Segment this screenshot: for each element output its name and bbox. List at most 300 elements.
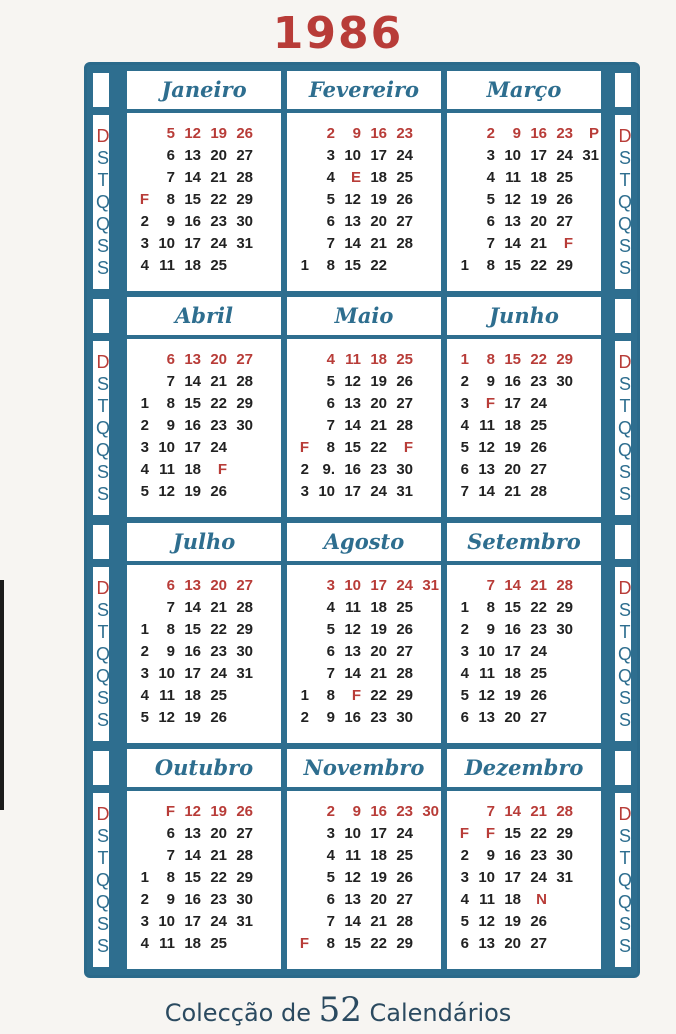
week-row [287,167,441,189]
day-number: 9 [486,621,495,638]
day-number: 23 [530,373,547,390]
weekday-letter: D [96,352,110,372]
day-number: 11 [159,461,175,478]
day-number: 26 [210,709,227,726]
day-number: 6 [166,351,175,368]
day-number: 13 [344,891,361,908]
day-number: 12 [184,125,201,142]
weekday-letter: S [96,710,109,730]
month-days-agosto [287,565,441,743]
weekday-letter: Q [617,666,632,686]
day-number: 7 [486,577,495,594]
day-number: 18 [370,847,387,864]
weekday-letter: S [96,688,109,708]
day-number: 13 [344,643,361,660]
month-name-junho: Junho [447,297,601,335]
day-number: 12 [344,869,361,886]
week-row [447,211,601,233]
day-number: 1 [300,687,309,704]
day-number: 10 [344,577,361,594]
day-number: 4 [140,687,149,704]
weekday-letter: T [97,848,109,868]
day-number: 23 [530,621,547,638]
weekday-letter: T [97,622,109,642]
day-number: 2 [140,417,149,434]
side-head-cell [91,297,111,335]
weekday-letter: S [618,710,631,730]
day-number: 19 [370,191,387,208]
week-row [127,641,281,663]
side-head-cell [613,297,633,335]
day-number: 6 [166,825,175,842]
weekday-letter: S [96,914,109,934]
day-number: 2 [460,621,469,638]
day-number: F [165,803,175,820]
day-number: 5 [460,913,469,930]
month-name-setembro: Setembro [447,523,601,561]
day-number: 27 [530,935,547,952]
week-row [447,349,601,371]
month-days-janeiro [127,113,281,291]
day-number: 6 [326,643,335,660]
weekday-letter: Q [617,192,632,212]
day-number: 6 [326,395,335,412]
day-number: 14 [344,417,361,434]
weekday-letter: D [618,804,632,824]
day-number: 13 [478,709,495,726]
day-number: 4 [326,599,335,616]
week-row [447,481,601,503]
week-row [287,823,441,845]
day-number: 17 [530,147,547,164]
week-row [127,933,281,955]
day-number: 8 [166,869,175,886]
day-number: 7 [326,417,335,434]
day-number: 24 [530,643,547,660]
week-row [447,459,601,481]
day-number: 5 [326,373,335,390]
day-number: 11 [345,847,361,864]
week-row [127,123,281,145]
day-number: 15 [184,395,201,412]
day-number: P [588,125,599,142]
day-number: 1 [460,351,469,368]
week-row [127,145,281,167]
day-number: 8 [166,621,175,638]
month-days-dezembro [447,791,601,969]
day-number: 13 [184,351,201,368]
weekday-letter: Q [617,644,632,664]
day-number: 6 [460,935,469,952]
day-number: 26 [396,621,413,638]
week-row [127,823,281,845]
day-number: 13 [504,213,521,230]
month-days-setembro [447,565,601,743]
day-number: 11 [479,665,495,682]
day-number: 6 [326,891,335,908]
day-number: 27 [396,395,413,412]
week-row [447,437,601,459]
day-number: 4 [460,891,469,908]
day-number: 20 [370,213,387,230]
day-number: 4 [326,847,335,864]
day-number: 28 [396,235,413,252]
day-number: 18 [184,687,201,704]
day-number: 9 [486,847,495,864]
day-number: 13 [184,577,201,594]
day-number: 16 [184,213,201,230]
day-number: 3 [326,147,335,164]
month-name-novembro: Novembro [287,749,441,787]
day-number: 27 [396,891,413,908]
weekday-letter: Q [617,892,632,912]
day-number: 6 [166,147,175,164]
day-number: 23 [370,709,387,726]
weekday-letter: Q [95,666,110,686]
week-row [287,189,441,211]
weekday-letter: S [618,258,631,278]
week-row [447,619,601,641]
day-number: 13 [344,213,361,230]
day-number: 12 [478,687,495,704]
day-number: 9 [166,891,175,908]
day-number: F [217,461,227,478]
day-number: 15 [184,191,201,208]
day-number: 27 [396,213,413,230]
day-number: 21 [210,599,227,616]
week-row [287,707,441,729]
day-number: 16 [344,461,361,478]
day-number: 27 [236,351,253,368]
week-row [447,415,601,437]
weekday-letter: T [97,170,109,190]
day-number: 29 [236,869,253,886]
week-row [127,371,281,393]
day-number: 28 [236,599,253,616]
day-number: 26 [236,803,253,820]
week-row [447,889,601,911]
side-head-cell [91,71,111,109]
day-number: 16 [504,847,521,864]
day-number: 8 [486,257,495,274]
day-number: 3 [326,825,335,842]
day-number: 10 [344,825,361,842]
day-number: 30 [396,709,413,726]
day-number: 30 [396,461,413,478]
day-number: 19 [370,869,387,886]
day-number: 16 [344,709,361,726]
day-number: 2 [300,709,309,726]
day-number: 15 [504,825,521,842]
day-number: 13 [478,461,495,478]
day-number: 11 [479,891,495,908]
day-number: 15 [504,257,521,274]
day-number: 17 [504,869,521,886]
day-number: 1 [460,599,469,616]
day-number: 14 [344,235,361,252]
calendar-frame [84,62,640,978]
weekday-letter: S [96,374,109,394]
day-number: 23 [530,847,547,864]
week-row [287,415,441,437]
weekday-letter: S [96,936,109,956]
day-number: 14 [344,665,361,682]
week-row [287,911,441,933]
day-number: 23 [210,643,227,660]
day-number: N [536,891,547,908]
week-row [447,867,601,889]
day-number: 30 [236,213,253,230]
day-number: 29 [556,825,573,842]
day-number: 25 [556,169,573,186]
month-days-julho [127,565,281,743]
day-number: 24 [396,577,413,594]
day-number: 2 [140,213,149,230]
day-number: 17 [184,439,201,456]
day-number: 17 [370,147,387,164]
weekday-column-right [609,65,637,981]
day-number: 10 [158,665,175,682]
side-head-cell [613,523,633,561]
day-number: 22 [370,439,387,456]
side-head-cell [91,749,111,787]
week-row [127,867,281,889]
day-number: 7 [166,373,175,390]
day-number: 12 [158,483,175,500]
day-number: 7 [460,483,469,500]
day-number: 4 [460,665,469,682]
day-number: 12 [478,439,495,456]
day-number: 30 [556,373,573,390]
day-number: 25 [396,351,413,368]
day-number: 5 [460,439,469,456]
day-number: 29 [396,935,413,952]
week-row [447,255,601,277]
weekday-letter: Q [617,214,632,234]
week-row [287,597,441,619]
day-number: 12 [478,913,495,930]
week-row [447,685,601,707]
weekday-letter: D [96,578,110,598]
weekday-letter: Q [95,418,110,438]
day-number: 21 [530,803,547,820]
day-number: F [459,825,469,842]
day-number: 4 [140,935,149,952]
day-number: 25 [396,169,413,186]
day-number: 18 [504,891,521,908]
day-number: 17 [370,825,387,842]
day-number: 28 [236,373,253,390]
day-number: 16 [504,621,521,638]
week-row [447,597,601,619]
weekday-letter: Q [617,418,632,438]
week-row [127,415,281,437]
collection-footer [0,990,676,1030]
day-number: 30 [236,417,253,434]
day-number: 16 [530,125,547,142]
day-number: 20 [370,395,387,412]
day-number: 9 [352,803,361,820]
day-number: 30 [236,643,253,660]
day-number: 12 [344,373,361,390]
day-number: 28 [530,483,547,500]
day-number: 11 [345,599,361,616]
week-row [447,123,601,145]
week-row [127,233,281,255]
week-row [287,349,441,371]
month-days-março [447,113,601,291]
week-row [447,933,601,955]
card-edge-mark [0,580,4,810]
footer-text-after: Calendários [369,999,512,1027]
week-row [127,255,281,277]
day-number: 1 [460,257,469,274]
week-row [287,145,441,167]
day-number: F [299,935,309,952]
day-number: 20 [504,935,521,952]
weekday-column-left [87,65,115,981]
month-name-dezembro: Dezembro [447,749,601,787]
day-number: 3 [300,483,309,500]
week-row [127,619,281,641]
week-row [127,349,281,371]
day-number: 19 [210,125,227,142]
side-head-cell [613,749,633,787]
day-number: 14 [184,847,201,864]
weekday-letter: D [96,126,110,146]
day-number: 31 [582,147,599,164]
day-number: 17 [370,577,387,594]
day-number: 15 [504,351,521,368]
week-row [127,393,281,415]
week-row [287,845,441,867]
day-number: 12 [158,709,175,726]
day-number: 25 [396,847,413,864]
day-number: 14 [504,803,521,820]
day-number: 7 [486,803,495,820]
week-row [447,641,601,663]
day-number: 25 [210,687,227,704]
day-number: 26 [210,483,227,500]
day-number: 11 [505,169,521,186]
day-number: 5 [166,125,175,142]
month-days-abril [127,339,281,517]
day-number: 6 [460,461,469,478]
day-number: 31 [556,869,573,886]
weekday-letter: S [618,374,631,394]
day-number: 8 [326,257,335,274]
day-number: F [403,439,413,456]
day-number: 1 [140,395,149,412]
day-number: 5 [140,709,149,726]
day-number: 21 [504,483,521,500]
month-days-fevereiro [287,113,441,291]
day-number: 19 [184,709,201,726]
day-number: 1 [140,869,149,886]
day-number: 18 [370,599,387,616]
weekday-letter: D [618,126,632,146]
day-number: 24 [210,439,227,456]
weekday-letter: Q [617,870,632,890]
day-number: 31 [236,665,253,682]
day-number: 14 [478,483,495,500]
day-number: 6 [460,709,469,726]
day-number: 8 [166,395,175,412]
day-number: 9 [166,643,175,660]
week-row [287,801,441,823]
day-number: 24 [210,913,227,930]
day-number: 29 [556,257,573,274]
day-number: 19 [184,483,201,500]
day-number: 4 [140,257,149,274]
month-name-março: Março [447,71,601,109]
day-number: 20 [530,213,547,230]
week-row [127,189,281,211]
day-number: 9 [512,125,521,142]
day-number: 7 [326,235,335,252]
weekday-letter: S [618,826,631,846]
day-number: 23 [210,213,227,230]
week-row [287,867,441,889]
side-head-cell [613,71,633,109]
day-number: 28 [556,803,573,820]
day-number: 28 [396,417,413,434]
day-number: 24 [530,395,547,412]
weekday-letter: S [96,462,109,482]
day-number: 18 [184,461,201,478]
day-number: 30 [556,621,573,638]
weekday-letter: D [618,578,632,598]
day-number: 19 [530,191,547,208]
weekday-letter: Q [95,870,110,890]
day-number: 29 [236,395,253,412]
day-number: 27 [556,213,573,230]
weekday-letter: S [618,914,631,934]
week-row [127,167,281,189]
day-number: 4 [140,461,149,478]
day-number: 17 [184,235,201,252]
footer-text-before: Colecção de [164,999,311,1027]
day-number: 4 [326,351,335,368]
day-number: 27 [236,825,253,842]
day-number: 3 [140,235,149,252]
day-number: 21 [370,665,387,682]
day-number: 28 [556,577,573,594]
weekday-letter: T [619,848,631,868]
day-number: 29 [236,621,253,638]
month-days-novembro [287,791,441,969]
day-number: 6 [166,577,175,594]
day-number: 15 [344,257,361,274]
day-number: 25 [210,257,227,274]
day-number: 29 [556,599,573,616]
weekday-letter: S [618,484,631,504]
day-number: 14 [184,373,201,390]
day-number: 1 [300,257,309,274]
day-number: E [350,169,361,186]
day-number: 22 [210,621,227,638]
day-number: 12 [344,621,361,638]
day-number: 28 [396,665,413,682]
day-number: 3 [460,869,469,886]
week-row [127,459,281,481]
day-number: 24 [210,235,227,252]
day-number: 13 [344,395,361,412]
day-number: 9 [166,417,175,434]
weekday-letter: S [96,600,109,620]
day-number: 20 [370,643,387,660]
weekday-letter: S [618,236,631,256]
